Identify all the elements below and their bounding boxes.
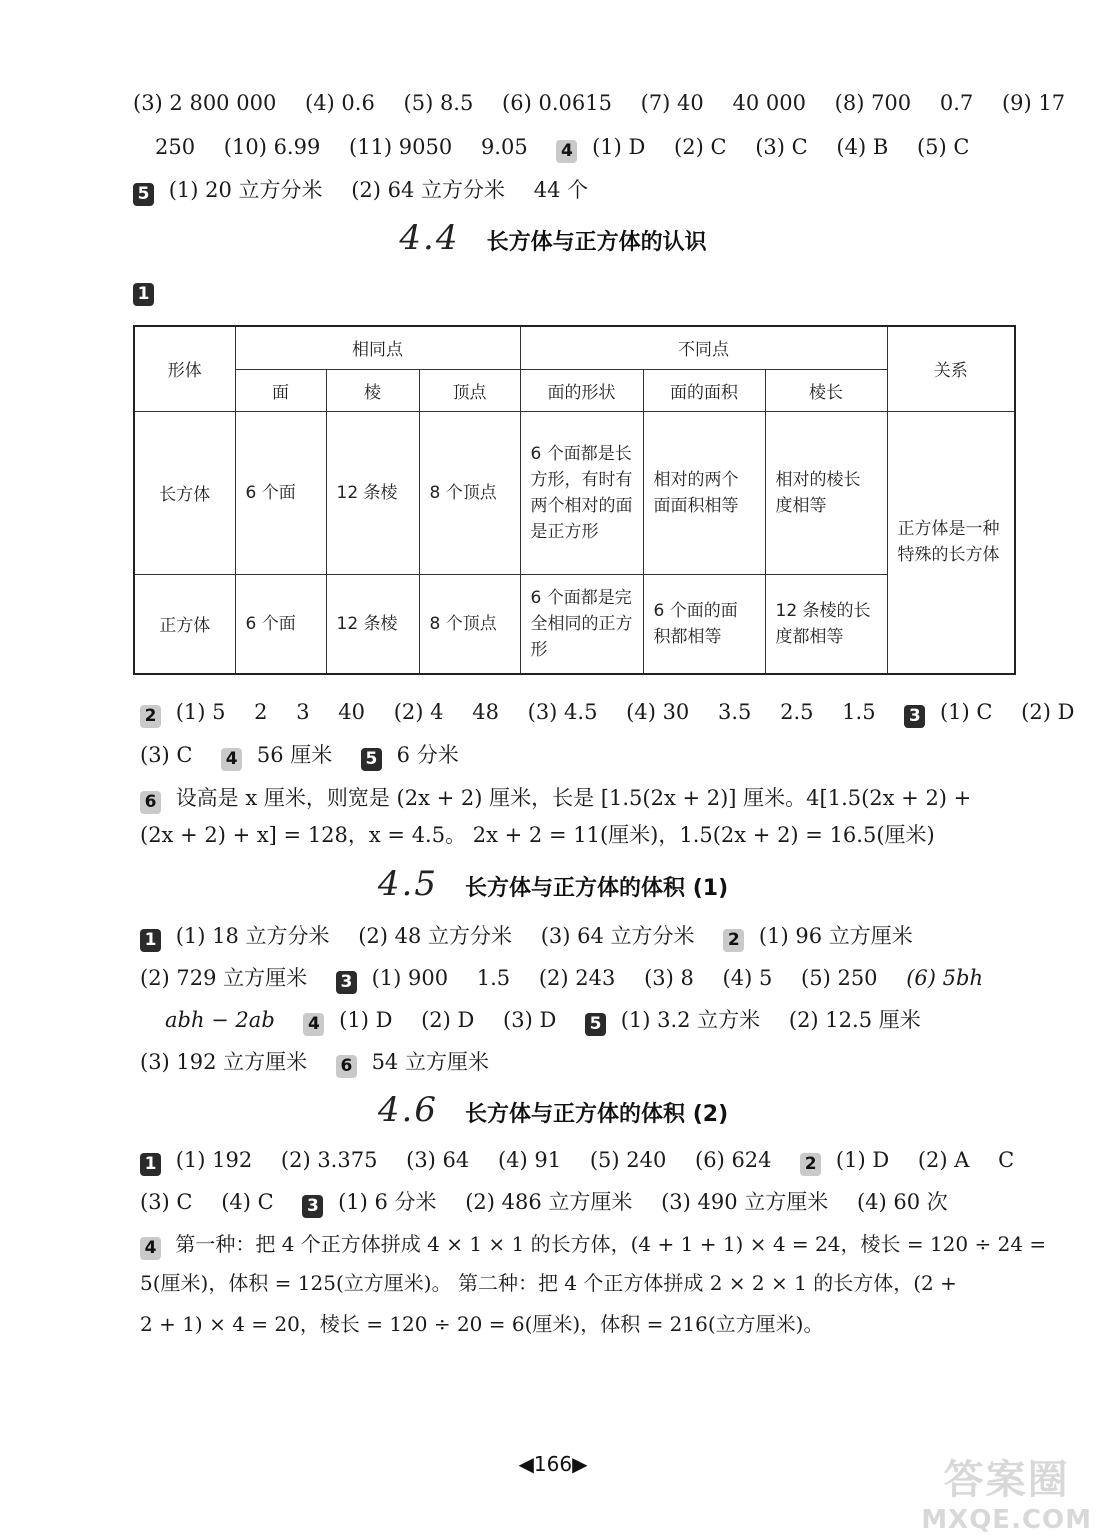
answer-line <box>140 963 1106 994</box>
answer-text: 第一种：把 4 个正方体拼成 4 × 1 × 1 的长方体，(4 + 1 + 1) × 4 = 24，棱长 = 120 ÷ 24 = <box>175 1232 1047 1256</box>
question-tag: 4 <box>556 140 577 163</box>
answer-item: 56 厘米 <box>256 743 333 767</box>
table-header-cell: 面 <box>235 369 326 411</box>
comparison-table <box>133 325 1016 675</box>
answer-line <box>140 921 1106 952</box>
answer-item: (1) 900 <box>371 966 449 990</box>
answer-item: (3) C <box>755 135 808 159</box>
answer-item: 3.5 <box>717 700 752 724</box>
answer-item: 1.5 <box>476 966 511 990</box>
answer-item: (3) 490 立方厘米 <box>661 1190 829 1214</box>
table-cell: 6 个面的面积都相等 <box>643 574 765 674</box>
question-tag: 3 <box>302 1195 323 1218</box>
table-cell: 相对的棱长度相等 <box>765 411 887 574</box>
table-header-cell: 棱长 <box>765 369 887 411</box>
table-cell: 8 个顶点 <box>419 574 520 674</box>
answer-item: (4) 60 次 <box>856 1190 948 1214</box>
table-header-cell: 顶点 <box>419 369 520 411</box>
answer-item: (3) 4.5 <box>527 700 598 724</box>
answer-item: (11) 9050 <box>349 135 453 159</box>
answer-item: (4) 91 <box>497 1148 562 1172</box>
answer-item: (1) 20 立方分米 <box>168 178 323 202</box>
question-tag: 2 <box>140 705 161 728</box>
question-tag: 4 <box>140 1237 161 1260</box>
table-cell: 6 个面 <box>235 574 326 674</box>
table-row <box>134 411 1015 574</box>
answer-item: (1) 5 <box>175 700 226 724</box>
answer-line <box>140 783 1106 814</box>
question-tag: 6 <box>140 791 161 814</box>
answer-item: (1) 3.2 立方米 <box>620 1008 761 1032</box>
answer-item: (1) D <box>592 135 646 159</box>
answer-item: 0.7 <box>939 91 974 115</box>
answer-line <box>155 132 1106 163</box>
answer-item: (4) C <box>221 1190 274 1214</box>
answer-item: C <box>998 1148 1015 1172</box>
answer-item: (5) C <box>916 135 970 159</box>
answer-item: (4) B <box>836 135 889 159</box>
answer-item: (2) 729 立方厘米 <box>140 966 308 990</box>
answer-text: 2 + 1) × 4 = 20，棱长 = 120 ÷ 20 = 6(厘米)，体积 = 216(立方厘米)。 <box>140 1312 824 1336</box>
table-cell: 6 个面都是完全相同的正方形 <box>520 574 643 674</box>
answer-item: (2) 243 <box>538 966 616 990</box>
answer-item: (8) 700 <box>834 91 912 115</box>
page-number: ◀166▶ <box>518 1452 588 1476</box>
answer-item: (1) C <box>939 700 993 724</box>
answer-item: (3) 192 立方厘米 <box>140 1050 308 1074</box>
answer-line <box>165 1005 1106 1036</box>
answer-item: (1) D <box>835 1148 890 1172</box>
section-heading <box>0 218 1106 258</box>
answer-item: 2.5 <box>780 700 814 724</box>
question-tag: 2 <box>800 1153 821 1176</box>
table-header-cell: 相同点 <box>235 326 520 369</box>
answer-line <box>140 740 1106 771</box>
answer-item: (2) 12.5 厘米 <box>788 1008 921 1032</box>
question-tag: 1 <box>140 929 161 952</box>
watermark-url: MXQE.COM <box>921 1505 1092 1535</box>
answer-item: 250 <box>155 135 196 159</box>
answer-item: (3) 2 800 000 <box>133 91 277 115</box>
watermark <box>921 1448 1092 1535</box>
table-cell: 12 条棱的长度都相等 <box>765 574 887 674</box>
answer-line <box>140 1229 1106 1260</box>
answer-item: (2) C <box>674 135 727 159</box>
answer-text: 5(厘米)，体积 = 125(立方厘米)。 第二种：把 4 个正方体拼成 2 × 2 × 1 的长方体，(2 + <box>140 1271 957 1295</box>
answer-item: (5) 8.5 <box>403 91 474 115</box>
answer-item: 6 分米 <box>396 743 459 767</box>
answer-item: (3) 64 <box>406 1148 470 1172</box>
answer-item: (2) A <box>917 1148 970 1172</box>
answer-text: 设高是 x 厘米，则宽是 (2x + 2) 厘米，长是 [1.5(2x + 2)] 厘米。4[1.5(2x + 2) + <box>175 786 972 810</box>
answer-line <box>140 820 1106 850</box>
question-tag: 3 <box>904 705 925 728</box>
answer-item: (3) D <box>503 1008 557 1032</box>
answer-item: (3) C <box>140 743 193 767</box>
question-tag: 4 <box>221 748 242 771</box>
table-header-cell: 形体 <box>134 326 235 411</box>
answer-item: 3 <box>296 700 310 724</box>
answer-item: (2) D <box>1021 700 1075 724</box>
section-heading <box>0 864 1106 904</box>
question-tag: 5 <box>133 183 154 206</box>
question-tag: 5 <box>585 1013 606 1036</box>
answer-line <box>140 1309 1106 1339</box>
section-title: 长方体与正方体的认识 <box>486 230 707 255</box>
answer-item: (3) 8 <box>644 966 694 990</box>
answer-item: (2) 64 立方分米 <box>351 178 506 202</box>
answer-item: (3) 64 立方分米 <box>540 924 695 948</box>
section-number: 4.6 <box>377 1090 438 1130</box>
answer-item: 44 个 <box>533 178 589 202</box>
answer-item: (10) 6.99 <box>223 135 321 159</box>
table-cell: 长方体 <box>134 411 235 574</box>
answer-item: (1) 18 立方分米 <box>175 924 330 948</box>
section-number: 4.4 <box>399 218 460 258</box>
answer-item: (1) D <box>339 1008 393 1032</box>
table-cell: 相对的两个面面积相等 <box>643 411 765 574</box>
table-header-cell: 面的面积 <box>643 369 765 411</box>
answer-item: (9) 17 <box>1001 91 1066 115</box>
answer-item: (6) 5bh <box>906 966 983 990</box>
answer-item: (6) 624 <box>695 1148 772 1172</box>
answer-item: (5) 250 <box>801 966 878 990</box>
table-header-cell: 不同点 <box>520 326 887 369</box>
section-title: 长方体与正方体的体积 (2) <box>465 1102 729 1127</box>
answer-item: 54 立方厘米 <box>371 1050 489 1074</box>
answer-item: (1) 192 <box>175 1148 253 1172</box>
question-tag: 6 <box>336 1055 357 1078</box>
answer-line <box>133 175 1106 206</box>
answer-item: (2) D <box>421 1008 475 1032</box>
answer-item: abh − 2ab <box>165 1008 275 1032</box>
answer-item: (4) 0.6 <box>305 91 375 115</box>
question-tag: 3 <box>336 971 357 994</box>
table-row <box>134 574 1015 674</box>
table-cell: 12 条棱 <box>326 411 419 574</box>
table-header-cell: 面的形状 <box>520 369 643 411</box>
answer-item: 48 <box>472 700 499 724</box>
answer-line <box>133 88 1106 118</box>
answer-item: (4) 30 <box>626 700 690 724</box>
answer-item: 9.05 <box>480 135 528 159</box>
section-heading <box>0 1090 1106 1130</box>
answer-line <box>140 1187 1106 1218</box>
answer-item: (1) 96 立方厘米 <box>758 924 913 948</box>
table-cell: 6 个面都是长方形，有时有两个相对的面是正方形 <box>520 411 643 574</box>
answer-item: (3) C <box>140 1190 193 1214</box>
section-title: 长方体与正方体的体积 (1) <box>465 876 729 901</box>
table-cell: 8 个顶点 <box>419 411 520 574</box>
table-cell: 6 个面 <box>235 411 326 574</box>
question-tag: 5 <box>361 748 382 771</box>
question-tag: 2 <box>723 929 744 952</box>
answer-line <box>140 1145 1106 1176</box>
question-tag: 1 <box>140 1153 161 1176</box>
answer-item: 1.5 <box>842 700 876 724</box>
table-cell: 12 条棱 <box>326 574 419 674</box>
table-header-cell: 棱 <box>326 369 419 411</box>
question-tag: 4 <box>303 1013 324 1036</box>
answer-item: (4) 5 <box>722 966 773 990</box>
answer-item: (2) 3.375 <box>280 1148 378 1172</box>
section-number: 4.5 <box>377 864 438 904</box>
watermark-logo: 答案圈 <box>943 1457 1070 1503</box>
answer-text: (2x + 2) + x] = 128，x = 4.5。 2x + 2 = 11(厘米)，1.5(2x + 2) = 16.5(厘米) <box>140 823 935 847</box>
answer-item: (2) 4 <box>393 700 444 724</box>
table-header-cell: 关系 <box>887 326 1015 411</box>
answer-item: (7) 40 <box>640 91 704 115</box>
answer-item: (1) 6 分米 <box>338 1190 437 1214</box>
answer-item: (6) 0.0615 <box>502 91 612 115</box>
answer-item: (2) 48 立方分米 <box>358 924 513 948</box>
answer-line <box>140 1047 1106 1078</box>
answer-item: 40 <box>338 700 366 724</box>
table-cell: 正方体是一种特殊的长方体 <box>887 411 1015 674</box>
answer-item: 40 000 <box>732 91 806 115</box>
answer-item: (2) 486 立方厘米 <box>465 1190 633 1214</box>
answer-line <box>140 1268 1106 1298</box>
answer-item: (5) 240 <box>589 1148 667 1172</box>
answer-line <box>133 275 1106 306</box>
answer-item: 2 <box>254 700 268 724</box>
question-tag: 1 <box>133 283 154 306</box>
table-cell: 正方体 <box>134 574 235 674</box>
answer-line <box>140 697 1106 728</box>
